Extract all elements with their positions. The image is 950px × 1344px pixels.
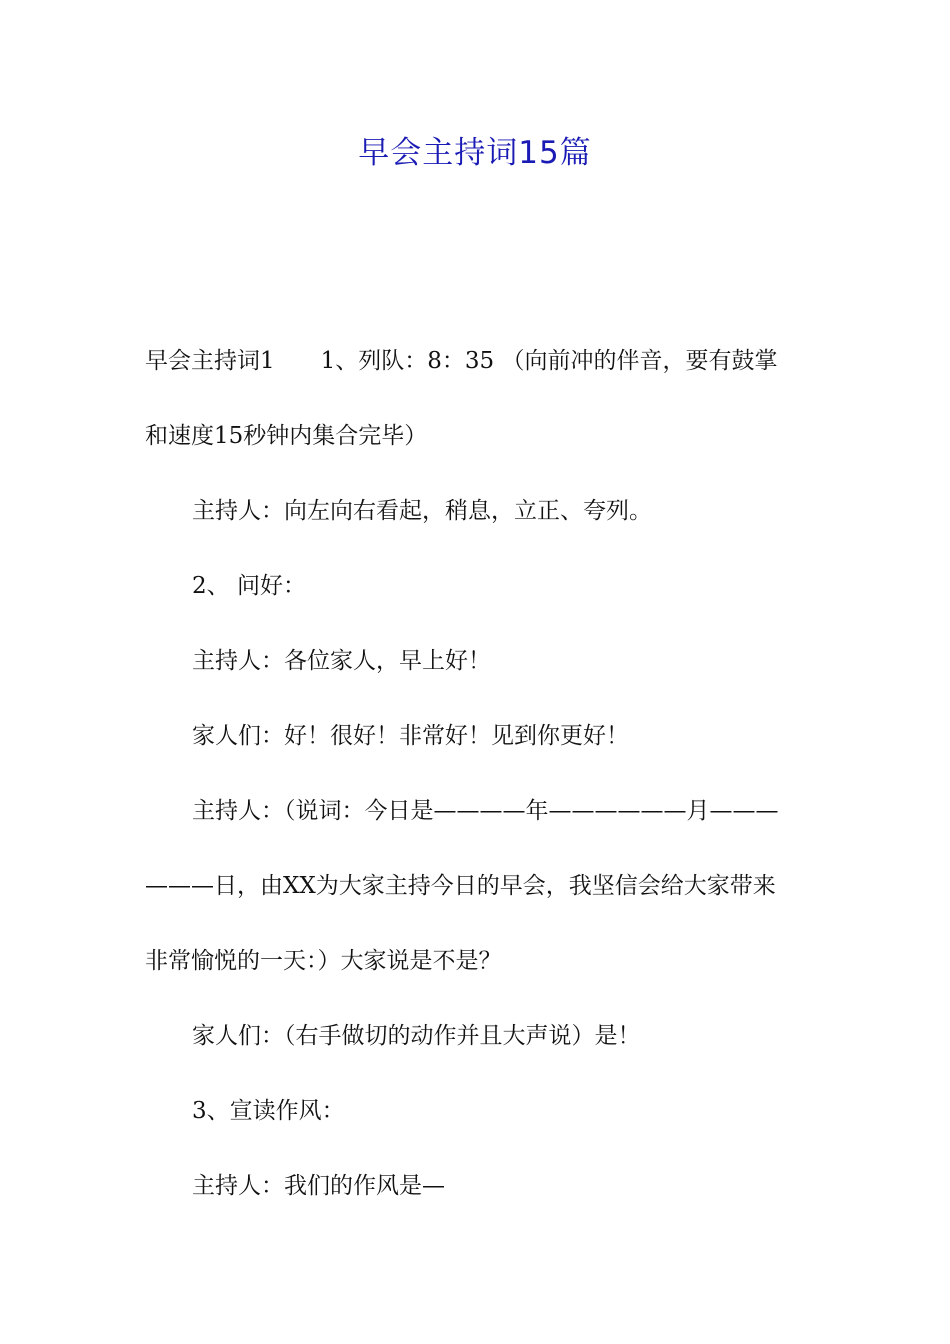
paragraph-line: 主持人：向左向右看起，稍息，立正、夸列。: [192, 498, 652, 524]
paragraph-line: 非常愉悦的一天：）大家说是不是？: [145, 948, 502, 974]
paragraph-line: ———日，由XX为大家主持今日的早会，我坚信会给大家带来: [145, 873, 776, 899]
paragraph-line: 主持人：（说词：今日是————年——————月———: [192, 798, 779, 824]
paragraph-line: 和速度15秒钟内集合完毕）: [145, 423, 428, 449]
paragraph-line: 3、宣读作风：: [192, 1098, 345, 1124]
paragraph-line: 主持人：各位家人，早上好！: [192, 648, 491, 674]
paragraph-line: 早会主持词1 1、列队：8：35 （向前冲的伴音，要有鼓掌: [145, 348, 778, 374]
document-title: 早会主持词15篇: [358, 135, 592, 171]
document-body: [145, 340, 807, 1240]
paragraph-line: 家人们：（右手做切的动作并且大声说）是！: [192, 1023, 641, 1049]
paragraph-line: 家人们：好！很好！非常好！见到你更好！: [192, 723, 629, 749]
paragraph-line: 主持人：我们的作风是—: [192, 1173, 445, 1199]
paragraph-line: 2、 问好：: [192, 573, 306, 599]
